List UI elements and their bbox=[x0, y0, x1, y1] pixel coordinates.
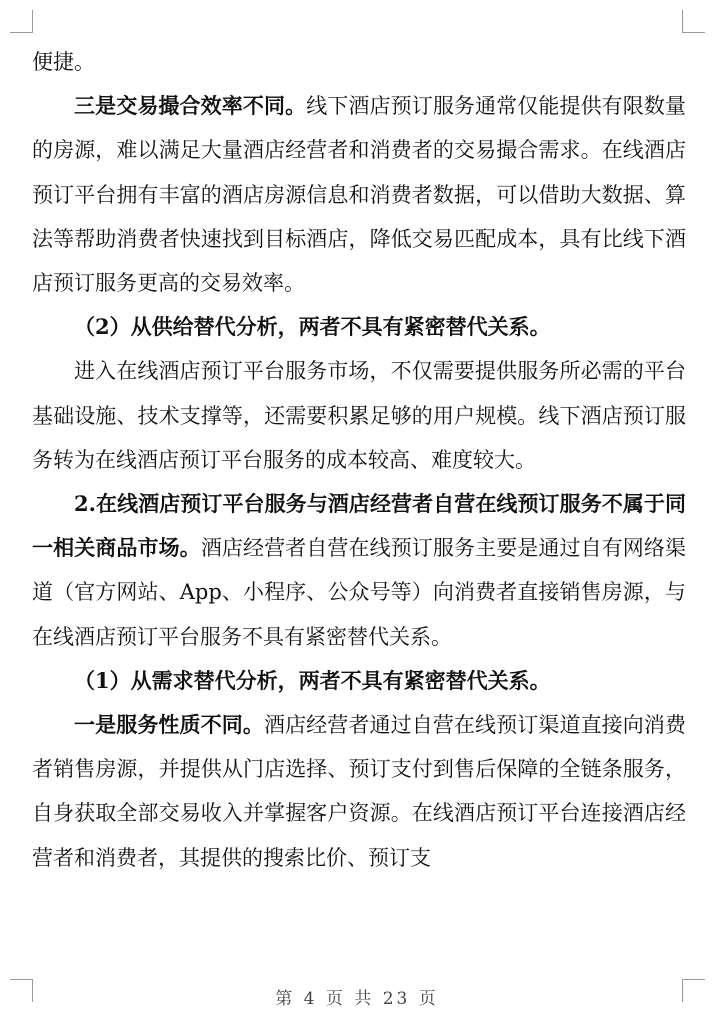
page-footer bbox=[0, 984, 714, 1009]
paragraph-lead: （2）从供给替代分析，两者不具有紧密替代关系。 bbox=[74, 314, 551, 340]
paragraph-text: 酒店经营者通过自营在线预订渠道直接向消费者销售房源，并提供从门店选择、预订支付到售后保障的全链条服务，自身获取全部交易收入并掌握客户资源。在线酒店预订平台连接酒店经营者和消费者，其提供的搜索比价、预订支 bbox=[32, 713, 687, 870]
paragraph-text: 进入在线酒店预订平台服务市场，不仅需要提供服务所必需的平台基础设施、技术支撑等，还需要积累足够的用户规模。线下酒店预订服务转为在线酒店预订平台服务的成本较高、难度较大。 bbox=[32, 359, 686, 472]
paragraph-supply bbox=[32, 349, 686, 482]
crop-mark-top-right bbox=[682, 10, 705, 33]
paragraph-lead: （1）从需求替代分析，两者不具有紧密替代关系。 bbox=[74, 667, 551, 693]
heading-demand-substitution bbox=[32, 659, 686, 703]
paragraph-text: 酒店经营者自营在线预订服务主要是通过自有网络渠道（官方网站、App、小程序、公众号等）向消费者直接销售房源，与在线酒店预订平台服务不具有紧密替代关系。 bbox=[32, 536, 687, 649]
paragraph-text: 便捷。 bbox=[32, 50, 95, 74]
paragraph-efficiency bbox=[32, 84, 686, 305]
heading-supply-substitution bbox=[32, 305, 686, 349]
footer-page-number: 4 bbox=[303, 989, 318, 1009]
paragraph-service-nature bbox=[32, 703, 686, 880]
paragraph-continuation bbox=[32, 40, 686, 84]
paragraph-lead: 2.在线酒店预订平台服务与酒店经营者自营在线预订服务不属于同一相关商品市场。 bbox=[32, 491, 686, 561]
footer-prefix: 第 bbox=[275, 989, 296, 1009]
paragraph-self-operated bbox=[32, 482, 686, 659]
document-body bbox=[32, 40, 686, 880]
crop-mark-top-left bbox=[10, 10, 33, 33]
paragraph-text: 线下酒店预订服务通常仅能提供有限数量的房源，难以满足大量酒店经营者和消费者的交易撮合需求。在线酒店预订平台拥有丰富的酒店房源信息和消费者数据，可以借助大数据、算法等帮助消费者快速找到目标酒店，降低交易匹配成本，具有比线下酒店预订服务更高的交易效率。 bbox=[32, 94, 687, 296]
paragraph-lead: 一是服务性质不同。 bbox=[74, 712, 264, 738]
paragraph-lead: 三是交易撮合效率不同。 bbox=[74, 93, 307, 119]
footer-suffix: 页 bbox=[418, 989, 439, 1009]
footer-middle: 页 共 bbox=[325, 989, 375, 1009]
footer-total-pages: 23 bbox=[382, 989, 411, 1009]
